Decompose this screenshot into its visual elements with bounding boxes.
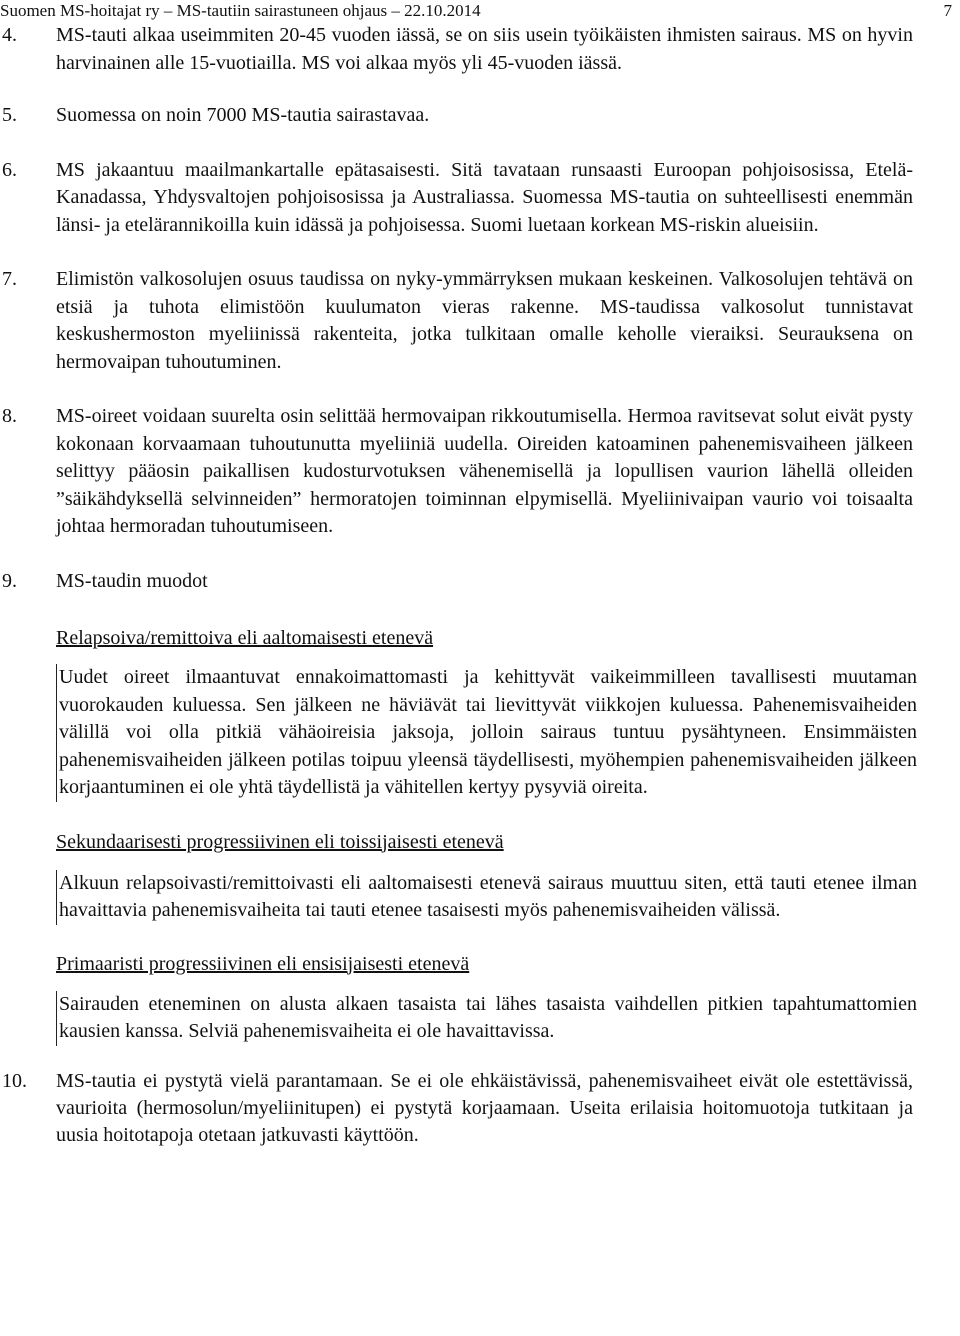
item-number: 10. (2, 1069, 27, 1092)
list-item (0, 102, 913, 130)
header-title: Suomen MS-hoitajat ry – MS-tautiin sairastuneen ohjaus – 22.10.2014 (0, 1, 481, 20)
list-item (0, 22, 913, 77)
ms-form-description: Alkuun relapsoivasti/remittoivasti eli aaltomaisesti etenevä sairaus muuttuu siten, että tauti etenee ilman havaittavia pahenemisvaiheita tai tauti etenee tasaisesti myös pahenemisvaiheiden välissä. (56, 870, 917, 925)
ms-form-heading: Relapsoiva/remittoiva eli aaltomaisesti etenevä (56, 627, 434, 649)
item-text: MS jakaantuu maailmankartalle epätasaisesti. Sitä tavataan runsaasti Euroopan pohjoisosissa, Etelä-Kanadassa, Yhdysvaltojen pohjoisosissa ja Australiassa. Suomessa MS-tautia on suhteellisesti enemmän länsi- ja etelärannikoilla kuin idässä ja pohjoisessa. Suomi luetaan korkean MS-riskin alueisiin. (56, 158, 913, 236)
item-number: 9. (2, 569, 17, 592)
item-number: 7. (2, 268, 17, 290)
list-item (0, 568, 913, 596)
list-item (0, 266, 913, 376)
item-text: Elimistön valkosolujen osuus taudissa on nyky-ymmärryksen mukaan keskeinen. Valkosolujen tehtävä on etsiä ja tuhota elimistöön kuulumaton vieras rakenne. MS-taudissa valkosolut tunnistavat keskushermoston myeliinissä rakenteita, jotka tulkitaan omalle keholle vieraiksi. Seurauksena on hermovaipan tuhoutuminen. (56, 268, 913, 373)
item-text: MS-taudin muodot (56, 569, 208, 592)
item-text: MS-tauti alkaa useimmiten 20-45 vuoden iässä, se on siis usein työikäisten ihmisten sairaus. MS on hyvin harvinainen alle 15-vuotiailla. MS voi alkaa myös yli 45-vuoden iässä. (56, 24, 913, 74)
item-number: 5. (2, 104, 17, 126)
item-number: 6. (2, 158, 17, 181)
ms-form-description: Sairauden eteneminen on alusta alkaen tasaista tai lähes tasaista vaihdellen pitkien tapahtumattomien kausien kanssa. Selviä pahenemisvaiheita ei ole havaittavissa. (56, 991, 917, 1046)
item-text: Suomessa on noin 7000 MS-tautia sairastavaa. (56, 104, 430, 126)
page-number: 7 (943, 1, 952, 20)
list-item (0, 403, 913, 541)
item-number: 4. (2, 24, 17, 46)
ms-form-heading: Primaaristi progressiivinen eli ensisijaisesti etenevä (56, 952, 470, 975)
ms-form-heading: Sekundaarisesti progressiivinen eli toissijaisesti etenevä (56, 830, 504, 853)
list-item (0, 157, 913, 240)
item-text: MS-oireet voidaan suurelta osin selittää hermovaipan rikkoutumisella. Hermoa ravitsevat solut eivät pysty kokonaan korvaamaan tuhoutunutta myeliiniä uudella. Oireiden katoaminen pahenemisvaiheen jälkeen selittyy pääosin paikallisen kudosturvotuksen vähenemisellä ja lopullisen vaurion lähellä olleiden ”säikähdyksellä selvinneiden” hermoratojen toiminnan elpymisellä. Myeliinivaipan vaurio voi toisaalta johtaa hermoradan tuhoutumiseen. (56, 405, 913, 537)
item-text: MS-tautia ei pystytä vielä parantamaan. Se ei ole ehkäistävissä, pahenemisvaiheet eivät ole estettävissä, vaurioita (hermosolun/myeliinitupen) ei pystytä korjaamaan. Useita erilaisia hoitomuotoja tutkitaan ja uusia hoitotapoja otetaan jatkuvasti käyttöön. (56, 1069, 913, 1146)
list-item (0, 1068, 913, 1149)
item-number: 8. (2, 405, 17, 427)
document-body (0, 18, 960, 1149)
ms-form-description: Uudet oireet ilmaantuvat ennakoimattomasti ja kehittyvät vaikeimmilleen tavallisesti muutaman vuorokauden kuluessa. Sen jälkeen ne häviävät tai lievittyvät viikkojen kuluessa. Pahenemisvaiheiden välillä voi olla pitkiä vähäoireisia jaksoja, jolloin sairaus tuntuu pysähtyneen. Ensimmäisten pahenemisvaiheiden jälkeen potilas toipuu yleensä täydellisesti, myöhempien pahenemisvaiheiden jälkeen korjaantuminen ei ole yhtä täydellistä ja vähitellen kertyy pysyviä oireita. (56, 664, 917, 802)
